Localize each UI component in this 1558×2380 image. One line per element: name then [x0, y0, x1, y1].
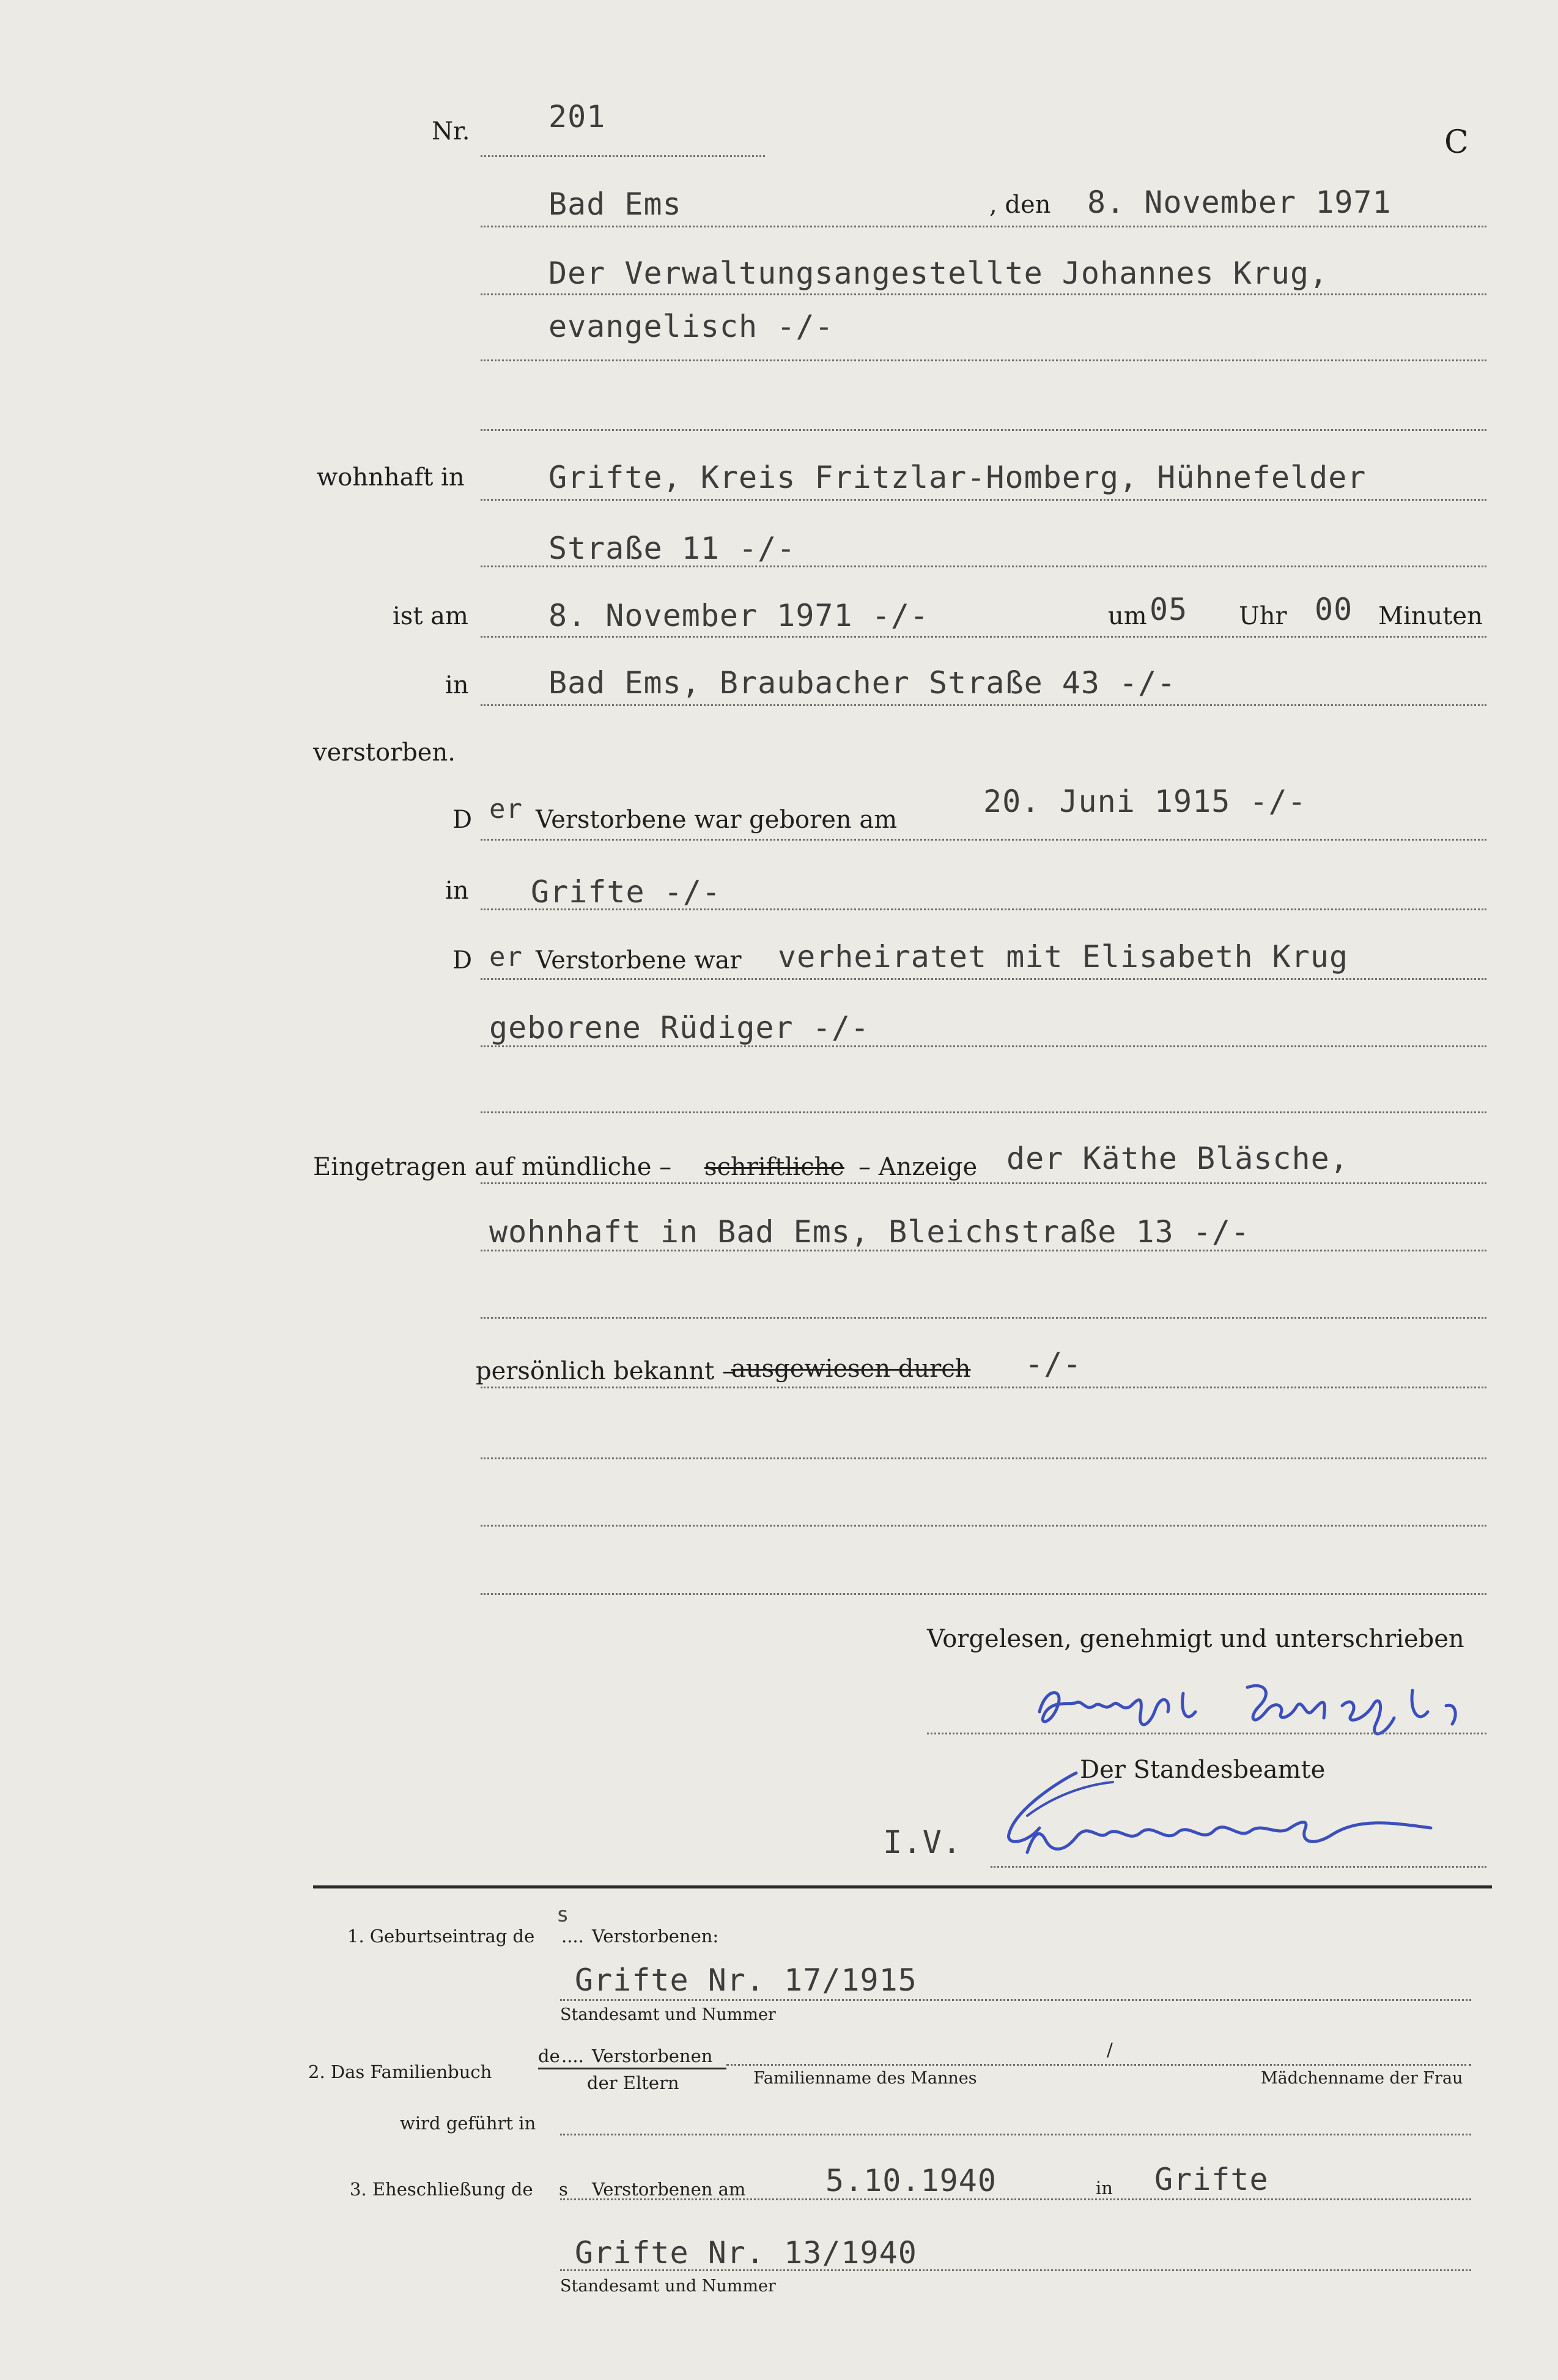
death-place: Bad Ems, Braubacher Straße 43 -/-: [548, 665, 1176, 701]
address-line-1: Grifte, Kreis Fritzlar-Homberg, Hühnefelder: [548, 460, 1367, 495]
bekannt-label: persönlich bekannt –: [476, 1357, 734, 1385]
blank-rule-4: [481, 1457, 1486, 1459]
status-line-1: verheiratet mit Elisabeth Krug: [778, 939, 1349, 974]
bekannt-rule: [481, 1387, 1486, 1388]
birth-date: 20. Juni 1915 -/-: [983, 784, 1307, 819]
verstorben-label: verstorben.: [313, 739, 456, 767]
born-prefix: D: [452, 806, 473, 834]
maedchenname-caption: Mädchenname der Frau: [1261, 2069, 1463, 2088]
ehe-label: 3. Eheschließung de: [350, 2179, 533, 2200]
address-line-2-rule: [481, 566, 1486, 567]
person-line-1-rule: [481, 293, 1486, 295]
informant-line-2-rule: [481, 1250, 1486, 1251]
minuten-label: Minuten: [1378, 602, 1483, 630]
standesbeamte-label: Der Standesbeamte: [1080, 1756, 1326, 1784]
footer-divider: [313, 1885, 1492, 1888]
person-line-1: Der Verwaltungsangestellte Johannes Krug,: [548, 256, 1329, 291]
informant-line-1: der Käthe Bläsche,: [1006, 1141, 1349, 1176]
ehe-place: Grifte: [1154, 2162, 1269, 2197]
person-line-2-rule: [481, 359, 1486, 361]
den-label: , den: [989, 191, 1051, 219]
blank-rule-3: [481, 1317, 1486, 1319]
ist-am-label: ist am: [393, 602, 468, 630]
uhr-label: Uhr: [1239, 602, 1287, 630]
death-date: 8. November 1971 -/-: [548, 598, 929, 633]
ehe-rule: [560, 2198, 1471, 2200]
familienbuch-dots: ....: [561, 2046, 584, 2066]
person-line-2: evangelisch -/-: [548, 309, 834, 344]
iv-label: I.V.: [883, 1824, 962, 1861]
ehe-verstorbenen: Verstorbenen am: [592, 2179, 746, 2200]
familienbuch-fraction-line: [538, 2068, 726, 2069]
familienbuch-de: de: [538, 2046, 560, 2066]
status-label: Verstorbene war: [536, 946, 742, 974]
official-signature: [991, 1761, 1455, 1871]
address-line-2: Straße 11 -/-: [548, 531, 796, 566]
informant-line-1-rule: [481, 1182, 1486, 1184]
geburt-label: 1. Geburtseintrag de: [347, 1926, 535, 1947]
schriftliche-struck: schriftliche: [704, 1153, 844, 1181]
ehe-date: 5.10.1940: [825, 2163, 997, 2198]
registry-date: 8. November 1971: [1087, 185, 1392, 220]
blank-rule-2: [481, 1111, 1486, 1113]
geburt-rule: [560, 1999, 1471, 2001]
ehe-s: s: [559, 2179, 568, 2200]
familienbuch-verstorbenen: Verstorbenen: [592, 2046, 713, 2066]
ehe-register-rule: [560, 2269, 1471, 2271]
birth-place-rule: [481, 908, 1486, 910]
bekannt-value: -/-: [1025, 1346, 1082, 1382]
date-line: [481, 226, 1486, 227]
informant-signature: [1033, 1669, 1498, 1748]
geburt-dots: ....: [561, 1926, 584, 1947]
gefuehrt-label: wird geführt in: [400, 2113, 536, 2134]
corner-letter: C: [1444, 124, 1469, 161]
death-hour: 05: [1150, 592, 1188, 627]
standesamt-caption-1: Standesamt und Nummer: [560, 2005, 776, 2024]
geburt-suffix: Verstorbenen:: [592, 1926, 719, 1947]
standesamt-caption-2: Standesamt und Nummer: [560, 2277, 776, 2296]
death-place-rule: [481, 704, 1486, 706]
vorgelesen-text: Vorgelesen, genehmigt und unterschrieben: [927, 1625, 1464, 1653]
registry-place: Bad Ems: [548, 186, 682, 222]
blank-rule-1: [481, 429, 1486, 431]
official-signature-rule: [991, 1866, 1486, 1868]
geburt-superscript: s: [556, 1903, 569, 1927]
status-line-2: geborene Rüdiger -/-: [489, 1010, 870, 1045]
anzeige-suffix: – Anzeige: [858, 1153, 978, 1181]
address-line-1-rule: [481, 499, 1486, 501]
familienbuch-rule: [726, 2064, 1471, 2066]
death-date-rule: [481, 636, 1486, 638]
status-article-ending: er: [489, 941, 523, 973]
um-label: um: [1108, 602, 1147, 630]
eingetragen-prefix: Eingetragen auf mündliche –: [313, 1153, 672, 1181]
nr-line: [481, 155, 765, 157]
familienname-mann-caption: Familienname des Mannes: [753, 2069, 977, 2088]
born-label: Verstorbene war geboren am: [536, 806, 898, 834]
informant-signature-rule: [927, 1733, 1486, 1734]
status-line-1-rule: [481, 978, 1486, 980]
ausgewiesen-struck: ausgewiesen durch: [731, 1355, 971, 1383]
born-article-ending: er: [489, 794, 523, 825]
informant-signature-text: Käthe Bläsche: [1033, 1669, 1038, 1670]
gefuehrt-rule: [560, 2134, 1471, 2135]
familienbuch-label: 2. Das Familienbuch: [308, 2061, 492, 2082]
informant-line-2: wohnhaft in Bad Ems, Bleichstraße 13 -/-: [489, 1214, 1250, 1250]
birth-in-label: in: [445, 877, 469, 905]
familienbuch-slash: /: [1107, 2039, 1113, 2060]
birth-date-rule: [481, 839, 1486, 841]
geburt-value: Grifte Nr. 17/1915: [575, 1962, 917, 1998]
wohnhaft-label: wohnhaft in: [317, 463, 465, 492]
familienbuch-eltern: der Eltern: [587, 2072, 679, 2093]
death-in-label: in: [445, 671, 469, 699]
status-line-2-rule: [481, 1045, 1486, 1047]
birth-place: Grifte -/-: [531, 874, 722, 910]
nr-label: Nr.: [432, 117, 470, 146]
death-minutes: 00: [1315, 592, 1353, 627]
ehe-in-label: in: [1096, 2178, 1113, 2198]
blank-rule-5: [481, 1525, 1486, 1527]
blank-rule-6: [481, 1593, 1486, 1595]
nr-value: 201: [548, 99, 606, 134]
ehe-register: Grifte Nr. 13/1940: [575, 2235, 917, 2271]
status-prefix: D: [452, 946, 473, 974]
